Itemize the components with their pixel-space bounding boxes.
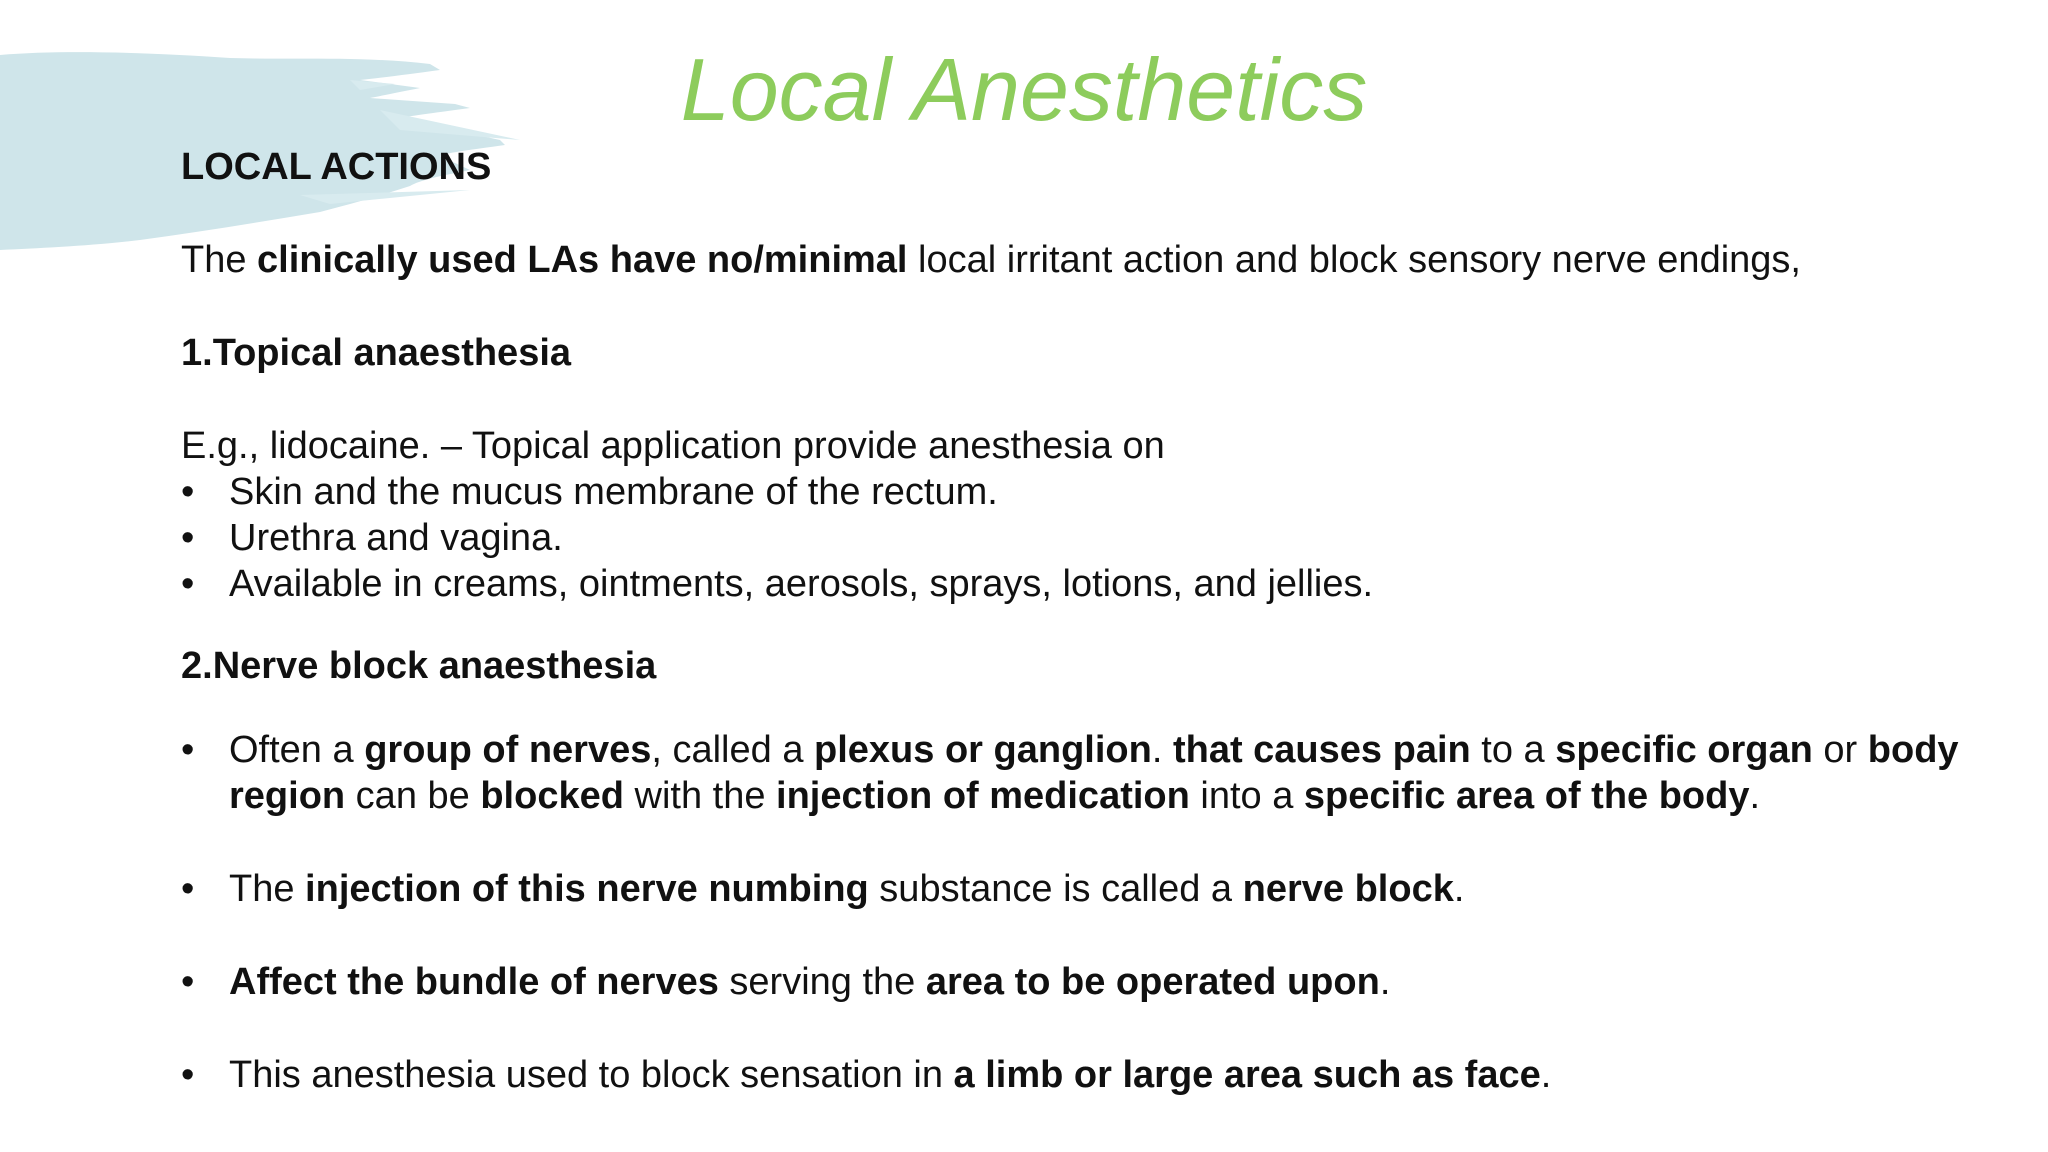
list-item: • The injection of this nerve numbing substance is called a nerve block. xyxy=(181,868,1465,910)
list-item: • Often a group of nerves, called a plexus or ganglion. that causes pain to a specific organ or body region can be blocked with the injection of medication into a specific area of the body. xyxy=(181,729,1959,817)
slide-title: Local Anesthetics xyxy=(680,40,1368,139)
nerve-block-bullet-list-4 xyxy=(181,1052,2021,1098)
slide-body xyxy=(181,144,2021,1098)
topical-intro: E.g., lidocaine. – Topical application provide anesthesia on xyxy=(181,425,1165,467)
list-item: • Skin and the mucus membrane of the rectum. xyxy=(181,471,998,513)
section-heading-topical: 1.Topical anaesthesia xyxy=(181,332,572,374)
list-item: • Affect the bundle of nerves serving the area to be operated upon. xyxy=(181,961,1391,1003)
nerve-block-bullet-list xyxy=(181,727,2021,819)
nerve-block-bullet-list-2 xyxy=(181,866,2021,912)
list-item: • This anesthesia used to block sensation in a limb or large area such as face. xyxy=(181,1054,1552,1096)
list-item: • Available in creams, ointments, aerosols, sprays, lotions, and jellies. xyxy=(181,563,1374,605)
list-item: • Urethra and vagina. xyxy=(181,517,563,559)
section-heading-local-actions: LOCAL ACTIONS xyxy=(181,146,492,188)
nerve-block-bullet-list-3 xyxy=(181,959,2021,1005)
section-heading-nerve-block: 2.Nerve block anaesthesia xyxy=(181,645,657,687)
topical-bullet-list xyxy=(181,469,2021,607)
intro-paragraph: The clinically used LAs have no/minimal local irritant action and block sensory nerve endings, xyxy=(181,239,1801,281)
